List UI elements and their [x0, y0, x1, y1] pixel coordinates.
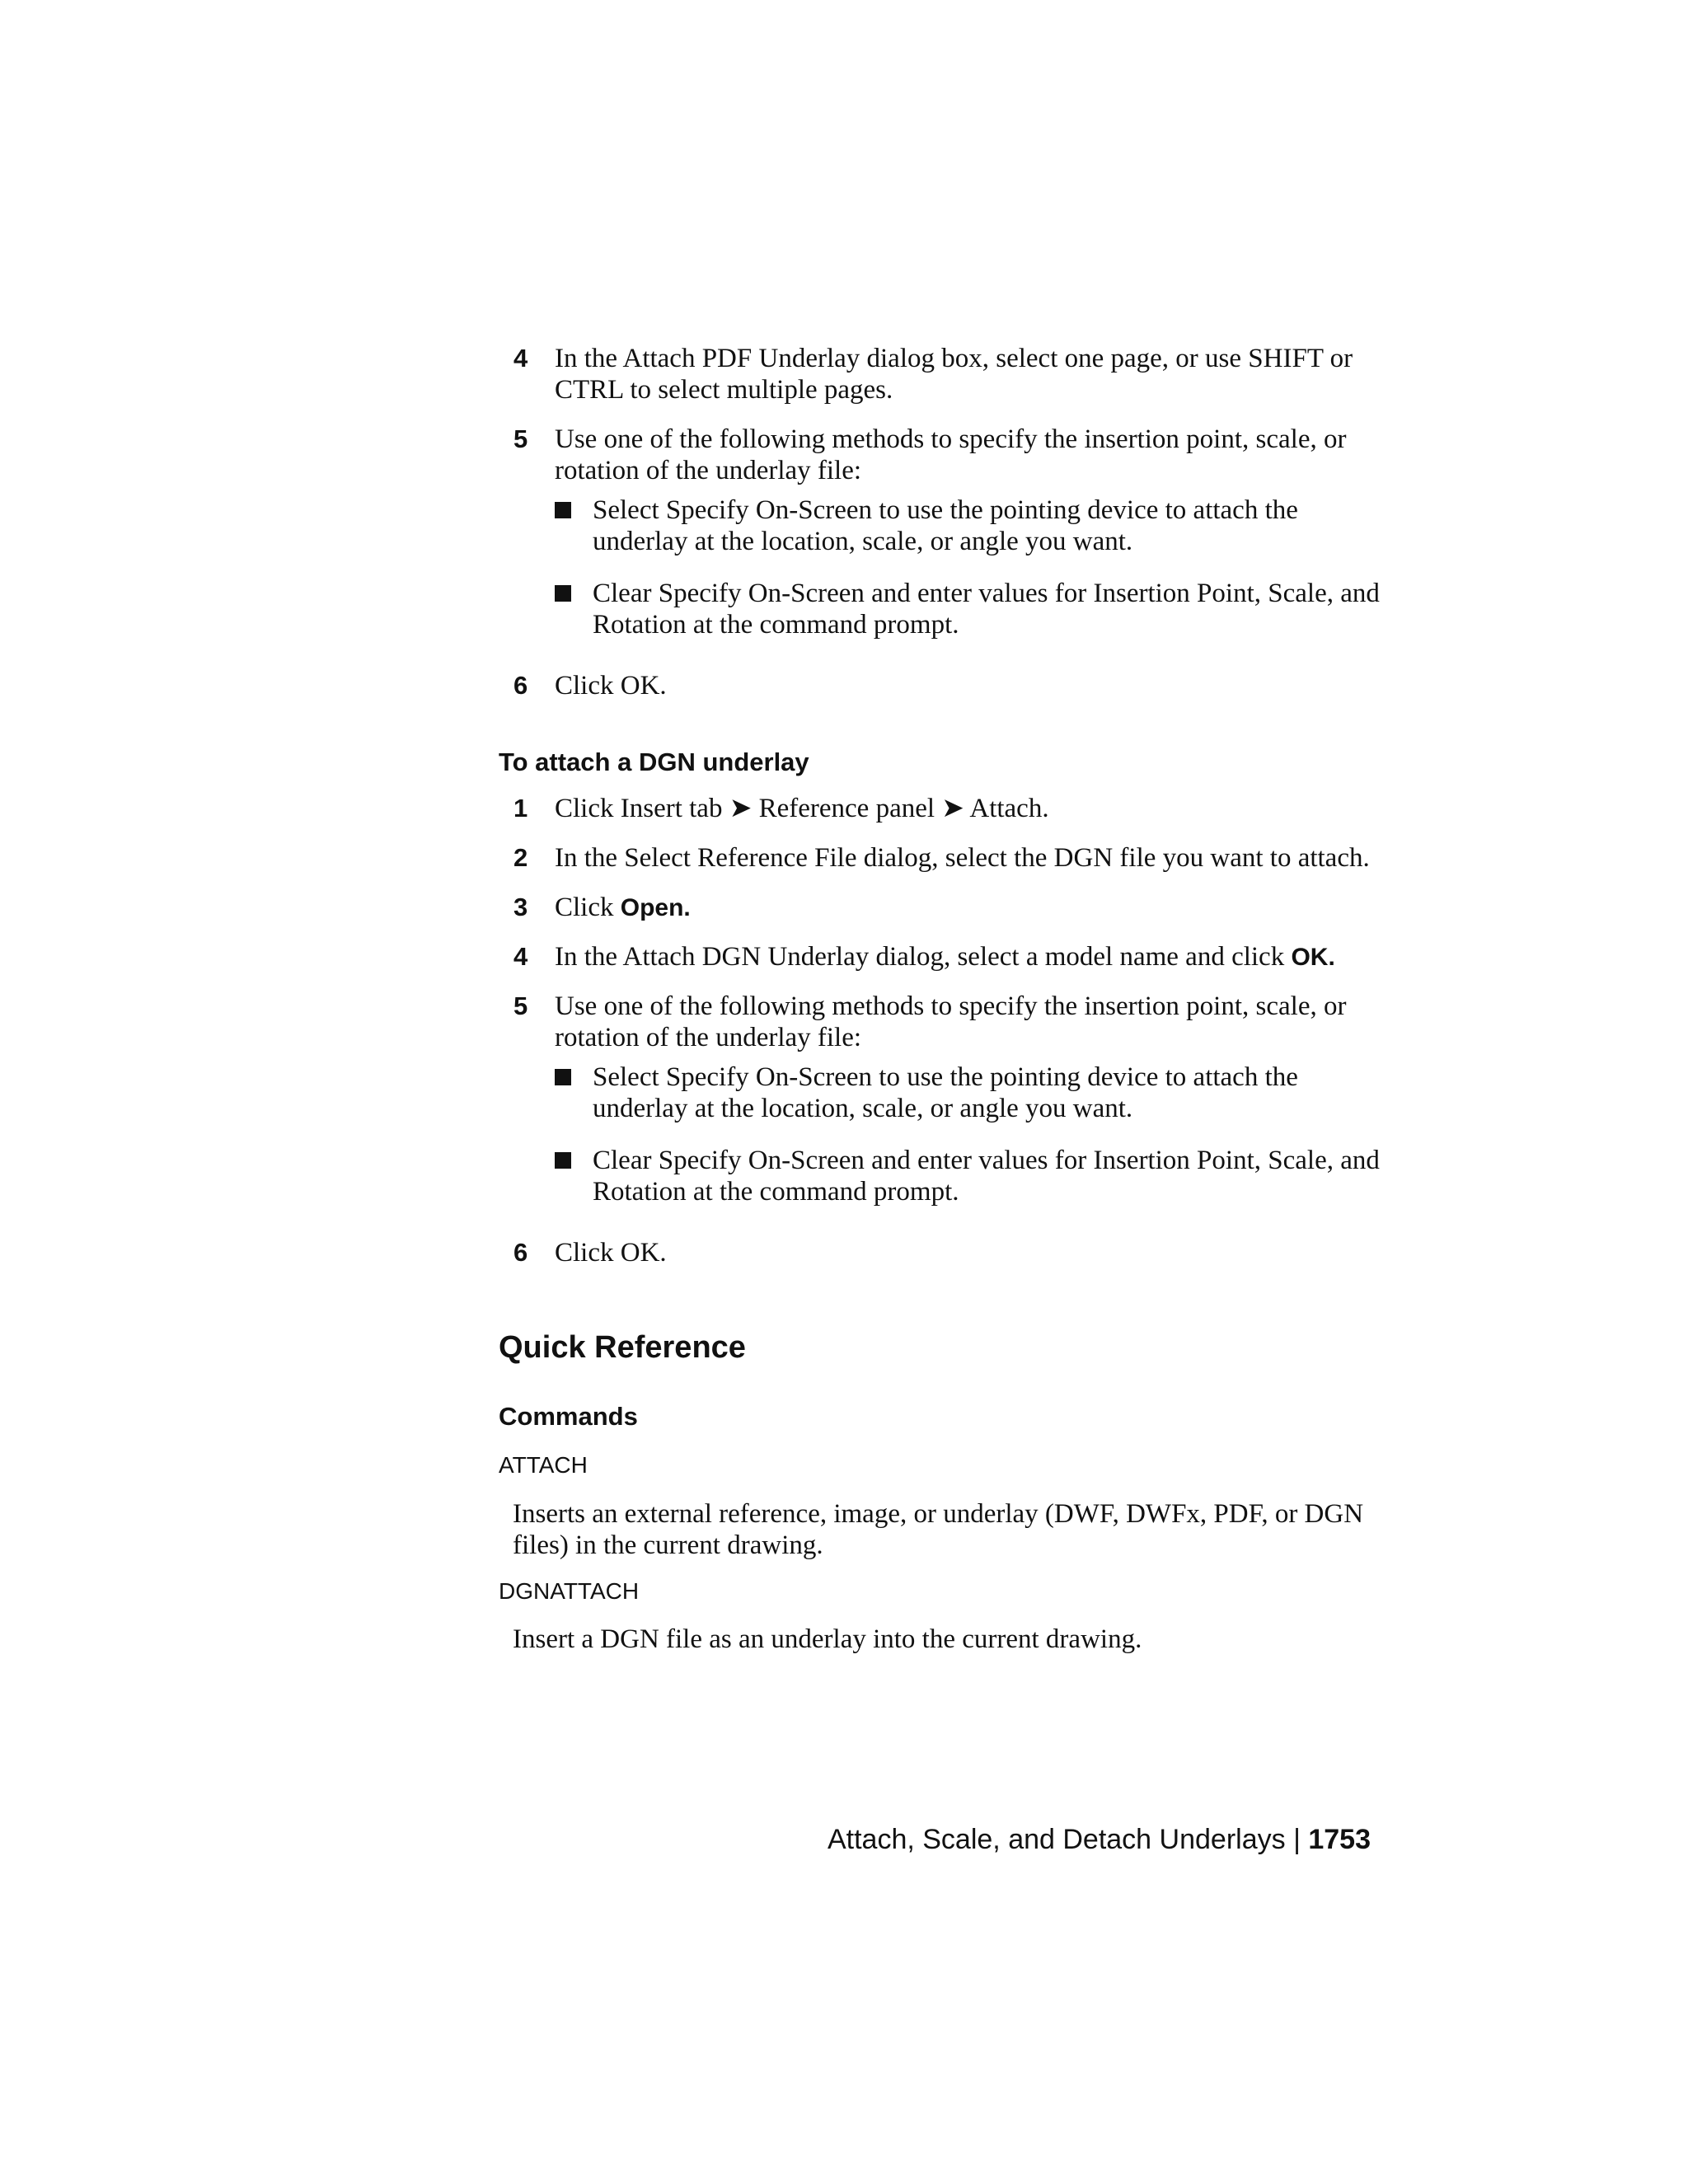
- procedure-heading: To attach a DGN underlay: [499, 748, 809, 776]
- step-number: 6: [513, 1238, 528, 1267]
- step-text: [555, 941, 1395, 973]
- step-text: Use one of the following methods to specify the insertion point, scale, or rotation of the underlay file:: [555, 991, 1347, 1052]
- command-description: Inserts an external reference, image, or underlay (DWF, DWFx, PDF, or DGN files) in the current drawing.: [513, 1499, 1364, 1560]
- bullet-square-icon: [555, 1069, 571, 1085]
- ui-label-ok: OK.: [1291, 944, 1335, 971]
- page-number: 1753: [1308, 1824, 1371, 1855]
- step-number: 1: [513, 794, 528, 823]
- page-footer: [828, 1823, 1371, 1856]
- bullet-text: Select Specify On-Screen to use the pointing device to attach the underlay at the location, scale, or angle you want.: [593, 495, 1298, 556]
- chapter-title: Attach, Scale, and Detach Underlays: [827, 1824, 1286, 1855]
- step-number: 6: [513, 671, 528, 700]
- bullet-text: Clear Specify On-Screen and enter values for Insertion Point, Scale, and Rotation at the command prompt.: [593, 579, 1380, 640]
- step-text: Use one of the following methods to specify the insertion point, scale, or rotation of the underlay file:: [555, 424, 1347, 485]
- step-number: 5: [513, 991, 528, 1020]
- command-name-attach: ATTACH: [499, 1452, 588, 1478]
- bullet-square-icon: [555, 502, 571, 518]
- command-description: Insert a DGN file as an underlay into the current drawing.: [513, 1624, 1142, 1654]
- step-number: 5: [513, 424, 528, 453]
- ui-label-open: Open.: [620, 894, 691, 921]
- bullet-text: Clear Specify On-Screen and enter values for Insertion Point, Scale, and Rotation at the command prompt.: [593, 1146, 1380, 1207]
- step-number: 4: [513, 344, 528, 373]
- step-text: [555, 892, 1395, 924]
- step-text-plain: Click: [555, 893, 621, 922]
- step-text: In the Select Reference File dialog, select the DGN file you want to attach.: [555, 843, 1370, 873]
- step-text: Click Insert tab ➤ Reference panel ➤ Attach.: [555, 794, 1049, 823]
- footer-separator: |: [1293, 1824, 1301, 1855]
- step-number: 3: [513, 893, 528, 921]
- commands-heading: Commands: [499, 1402, 638, 1431]
- command-name-dgnattach: DGNATTACH: [499, 1578, 640, 1604]
- step-text: Click OK.: [555, 671, 667, 701]
- bullet-text: Select Specify On-Screen to use the pointing device to attach the underlay at the location, scale, or angle you want.: [593, 1062, 1298, 1123]
- bullet-square-icon: [555, 585, 571, 602]
- step-number: 4: [513, 942, 528, 971]
- step-text: In the Attach PDF Underlay dialog box, select one page, or use SHIFT or CTRL to select multiple pages.: [555, 344, 1353, 405]
- step-text-plain: In the Attach DGN Underlay dialog, select a model name and click: [555, 942, 1292, 972]
- bullet-square-icon: [555, 1152, 571, 1169]
- step-text: Click OK.: [555, 1238, 667, 1268]
- step-number: 2: [513, 843, 528, 872]
- quick-reference-heading: Quick Reference: [499, 1330, 746, 1365]
